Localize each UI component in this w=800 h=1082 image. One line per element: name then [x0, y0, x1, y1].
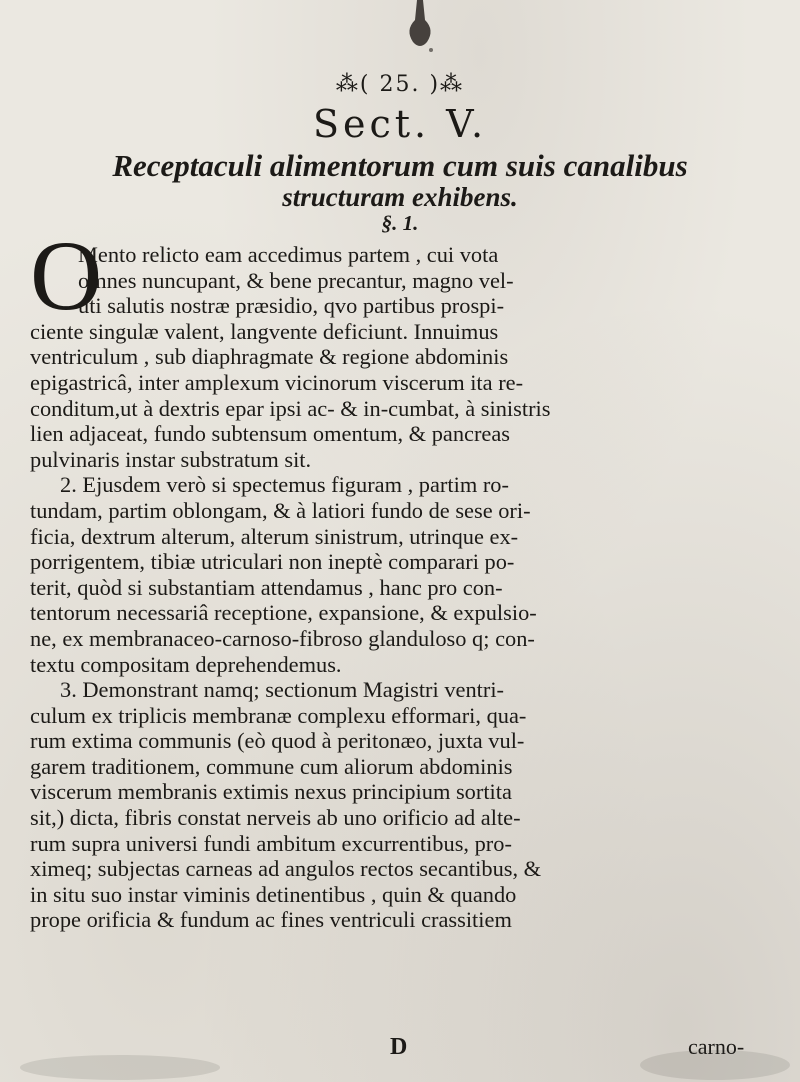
signature-mark: D [390, 1034, 408, 1060]
text-line: uti salutis nostræ præsidio, qvo partibus prospi- [78, 293, 505, 319]
text-line: sit,) dicta, fibris constat nerveis ab uno orificio ad alte- [30, 805, 521, 831]
text-line: culum ex triplicis membranæ complexu efformari, qua- [30, 702, 527, 728]
catchword: carno- [688, 1034, 745, 1059]
body-text [30, 242, 775, 933]
text-line: textu compositam deprehendemus. [30, 651, 342, 677]
text-line: Mento relicto eam accedimus partem , cui vota [78, 242, 499, 267]
text-line: ne, ex membranaceo-carnoso-fibroso glanduloso q; con- [30, 625, 535, 651]
text-line: 2. Ejusdem verò si spectemus figuram , partim ro- [60, 472, 509, 498]
text-line: ximeq; subjectas carneas ad angulos rectos secantibus, & [30, 856, 542, 882]
text-line: pulvinaris instar substratum sit. [30, 446, 312, 472]
text-line: terit, quòd si substantiam attendamus , hanc pro con- [30, 574, 503, 600]
text-line: tundam, partim oblongam, & à latiori fundo de sese ori- [30, 497, 531, 523]
text-line: rum supra universi fundi ambitum excurrentibus, pro- [30, 830, 512, 856]
paper-stain [640, 1050, 790, 1080]
text-line: in situ suo instar viminis detinentibus , quin & quando [30, 881, 517, 907]
paragraph-mark: §. 1. [381, 211, 419, 235]
text-line: ficia, dextrum alterum, alterum sinistrum, utrinque ex- [30, 523, 519, 549]
text-line: epigastricâ, inter amplexum vicinorum viscerum ita re- [30, 369, 524, 395]
text-line: conditum,ut à dextris epar ipsi ac- & in-cumbat, à sinistris [30, 395, 551, 421]
text-line: tentorum necessariâ receptione, expansione, & expulsio- [30, 600, 537, 626]
text-line: ciente singulæ valent, langvente deficiunt. Innuimus [30, 318, 499, 344]
text-line: omnes nuncupant, & bene precantur, magno vel- [78, 267, 514, 293]
page-number: ⁂( 25. )⁂ [335, 72, 465, 97]
text-line: prope orificia & fundum ac fines ventriculi crassitiem [30, 907, 512, 933]
chapter-title-line-2: structuram exhibens. [282, 182, 518, 212]
text-line: lien adjaceat, fundo subtensum omentum, & pancreas [30, 421, 511, 447]
text-line: rum extima communis (eò quod à peritonæo, juxta vul- [30, 728, 525, 754]
chapter-title-line-1: Receptaculi alimentorum cum suis canalibus [112, 148, 688, 183]
text-line: ventriculum , sub diaphragmate & regione abdominis [30, 344, 509, 370]
text-line: viscerum membranis extimis nexus principium sortita [30, 779, 512, 805]
ink-blot-icon [395, 0, 445, 60]
text-line: 3. Demonstrant namq; sectionum Magistri ventri- [60, 677, 504, 703]
text-line: porrigentem, tibiæ utriculari non ineptè comparari po- [30, 549, 515, 575]
paper-stain [20, 1055, 220, 1080]
section-heading: Sect. V. [312, 102, 488, 146]
drop-cap: O [30, 220, 103, 331]
text-line: garem traditionem, commune cum aliorum abdominis [30, 753, 513, 779]
